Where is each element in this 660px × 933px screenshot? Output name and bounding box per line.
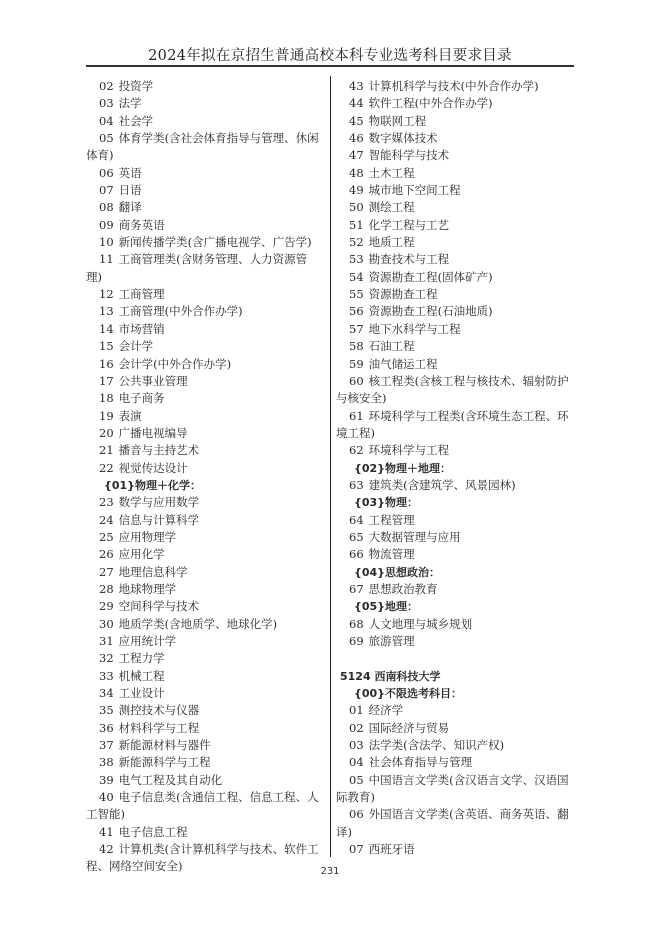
major-name: 地下水科学与工程 bbox=[368, 321, 461, 336]
major-list-item bbox=[86, 113, 322, 130]
major-list-item bbox=[336, 702, 574, 719]
major-code: 18 bbox=[99, 391, 114, 406]
major-list-item bbox=[336, 234, 574, 251]
major-name: 旅游管理 bbox=[368, 634, 415, 648]
major-list-item bbox=[336, 633, 574, 650]
major-list-item bbox=[86, 95, 322, 112]
major-list-item bbox=[336, 754, 574, 771]
major-code: 02 bbox=[349, 720, 364, 735]
major-code: 28 bbox=[99, 581, 114, 596]
major-name: 人文地理与城乡规划 bbox=[368, 616, 473, 631]
major-name: 表演 bbox=[118, 408, 142, 423]
major-list-item bbox=[336, 841, 574, 858]
major-name: 新能源材料与器件 bbox=[118, 738, 211, 753]
major-name: 外国语言文学类(含英语、商务英语、翻译) bbox=[336, 807, 569, 839]
major-code: 06 bbox=[349, 807, 364, 822]
major-code: 69 bbox=[349, 634, 364, 648]
major-list-item bbox=[86, 78, 322, 95]
major-list-item bbox=[336, 147, 574, 164]
major-code: 53 bbox=[349, 252, 364, 267]
major-name: 经济学 bbox=[368, 703, 404, 718]
major-code: 24 bbox=[99, 512, 114, 527]
major-code: 29 bbox=[99, 599, 114, 614]
major-code: 47 bbox=[349, 148, 364, 163]
major-list-item bbox=[336, 442, 574, 459]
major-name: 物联网工程 bbox=[368, 113, 427, 128]
major-name: 会计学 bbox=[118, 339, 154, 354]
major-name: 空间科学与技术 bbox=[118, 599, 200, 614]
major-code: 64 bbox=[349, 512, 364, 527]
major-list-item bbox=[336, 217, 574, 234]
major-list-item bbox=[86, 321, 322, 338]
major-name: 应用化学 bbox=[118, 547, 165, 562]
major-name: 市场营销 bbox=[118, 321, 165, 336]
major-list-item bbox=[336, 321, 574, 338]
major-code: 43 bbox=[349, 79, 364, 93]
major-code: 51 bbox=[349, 217, 364, 232]
major-name: 软件工程(中外合作办学) bbox=[368, 96, 493, 111]
major-code: 34 bbox=[99, 686, 114, 701]
major-code: 09 bbox=[99, 217, 114, 232]
major-name: 新闻传播学类(含广播电视学、广告学) bbox=[118, 235, 312, 250]
major-name: 广播电视编导 bbox=[118, 425, 188, 440]
column-divider bbox=[330, 76, 331, 857]
major-name: 核工程类(含核工程与核技术、辐射防护与核安全) bbox=[336, 373, 569, 406]
major-code: 60 bbox=[349, 373, 364, 388]
major-name: 新能源科学与工程 bbox=[118, 755, 211, 770]
major-list-item bbox=[336, 737, 574, 754]
major-code: 26 bbox=[99, 547, 114, 562]
major-code: 30 bbox=[99, 616, 114, 631]
major-list-item bbox=[86, 633, 322, 650]
major-code: 67 bbox=[349, 581, 364, 596]
major-code: 58 bbox=[349, 339, 364, 354]
major-name: 环境科学与工程 bbox=[368, 443, 450, 458]
major-name: 测绘工程 bbox=[368, 200, 415, 215]
major-name: 工业设计 bbox=[118, 686, 165, 701]
major-code: 22 bbox=[99, 460, 114, 475]
major-name: 工程管理 bbox=[368, 512, 415, 527]
major-name: 计算机科学与技术(中外合作办学) bbox=[368, 79, 539, 93]
major-code: 65 bbox=[349, 529, 364, 544]
major-name: 物流管理 bbox=[368, 547, 415, 562]
major-list-item bbox=[86, 251, 322, 286]
major-list-item bbox=[336, 529, 574, 546]
major-list-item bbox=[86, 442, 322, 459]
major-list-item bbox=[336, 408, 574, 443]
major-name: 测控技术与仪器 bbox=[118, 703, 200, 718]
major-name: 中国语言文学类(含汉语言文学、汉语国际教育) bbox=[336, 772, 569, 805]
major-name: 应用物理学 bbox=[118, 529, 177, 544]
subject-requirement-heading: {00}不限选考科目： bbox=[354, 687, 462, 701]
major-name: 社会体育指导与管理 bbox=[368, 755, 473, 770]
major-list-item bbox=[336, 251, 574, 268]
major-list-item bbox=[86, 616, 322, 633]
major-list-item bbox=[336, 772, 574, 807]
subject-requirement-heading: {04}思想政治： bbox=[354, 565, 440, 579]
major-name: 土木工程 bbox=[368, 165, 415, 180]
major-list-item bbox=[86, 754, 322, 771]
major-list-item bbox=[86, 789, 322, 824]
major-code: 45 bbox=[349, 113, 364, 128]
major-list-item bbox=[86, 408, 322, 425]
major-name: 法学 bbox=[118, 96, 142, 111]
major-list-item bbox=[336, 720, 574, 737]
major-list-item bbox=[86, 130, 322, 165]
major-name: 地质工程 bbox=[368, 235, 415, 250]
major-list-item bbox=[336, 286, 574, 303]
major-list-item bbox=[86, 303, 322, 320]
major-name: 材料科学与工程 bbox=[118, 720, 200, 735]
major-list-item bbox=[86, 373, 322, 390]
major-list-item bbox=[86, 650, 322, 667]
major-list-item bbox=[336, 130, 574, 147]
page-title: 2024年拟在京招生普通高校本科专业选考科目要求目录 bbox=[148, 48, 512, 64]
major-code: 11 bbox=[99, 252, 114, 267]
major-name: 地理信息科学 bbox=[118, 564, 188, 579]
major-code: 03 bbox=[99, 96, 114, 111]
major-list-item bbox=[86, 390, 322, 407]
major-name: 社会学 bbox=[118, 113, 154, 128]
header-rule bbox=[86, 65, 574, 67]
major-name: 化学工程与工艺 bbox=[368, 217, 450, 232]
major-name: 勘查技术与工程 bbox=[368, 252, 450, 267]
subject-requirement-heading: {03}物理： bbox=[354, 496, 418, 510]
major-code: 07 bbox=[99, 183, 114, 198]
major-name: 英语 bbox=[118, 165, 142, 180]
major-list-item bbox=[86, 512, 322, 529]
major-code: 35 bbox=[99, 703, 114, 718]
major-name: 数字媒体技术 bbox=[368, 131, 438, 146]
major-list-item bbox=[86, 668, 322, 685]
major-name: 石油工程 bbox=[368, 339, 415, 354]
major-list-item bbox=[86, 234, 322, 251]
major-code: 14 bbox=[99, 321, 114, 336]
major-name: 会计学(中外合作办学) bbox=[118, 356, 232, 371]
major-name: 资源勘查工程(固体矿产) bbox=[368, 269, 493, 284]
major-list-item bbox=[86, 165, 322, 182]
major-name: 信息与计算科学 bbox=[118, 512, 200, 527]
major-name: 资源勘查工程(石油地质) bbox=[368, 304, 493, 319]
major-list-item bbox=[86, 494, 322, 511]
major-code: 48 bbox=[349, 165, 364, 180]
subject-requirement-heading: {05}地理： bbox=[354, 600, 418, 614]
major-name: 电子商务 bbox=[118, 391, 165, 406]
major-code: 55 bbox=[349, 287, 364, 302]
major-code: 31 bbox=[99, 634, 114, 648]
major-code: 50 bbox=[349, 200, 364, 215]
major-code: 01 bbox=[349, 703, 364, 718]
major-list-item bbox=[86, 772, 322, 789]
major-name: 工商管理类(含财务管理、人力资源管理) bbox=[86, 252, 308, 284]
major-list-item bbox=[336, 477, 574, 494]
subject-requirement-heading: {01}物理＋化学： bbox=[104, 478, 201, 492]
major-code: 27 bbox=[99, 564, 114, 579]
major-code: 12 bbox=[99, 287, 114, 302]
major-code: 21 bbox=[99, 443, 114, 458]
major-list-item bbox=[86, 598, 322, 615]
major-code: 46 bbox=[349, 131, 364, 146]
major-name: 播音与主持艺术 bbox=[118, 443, 200, 458]
major-name: 西班牙语 bbox=[368, 842, 415, 857]
major-list-item bbox=[86, 286, 322, 303]
major-code: 17 bbox=[99, 373, 114, 388]
major-name: 机械工程 bbox=[118, 668, 165, 683]
major-code: 04 bbox=[99, 113, 114, 128]
major-name: 翻译 bbox=[118, 200, 142, 215]
major-name: 资源勘查工程 bbox=[368, 287, 438, 302]
major-list-item bbox=[86, 356, 322, 373]
major-code: 63 bbox=[349, 477, 364, 492]
major-name: 投资学 bbox=[118, 79, 154, 93]
major-code: 25 bbox=[99, 529, 114, 544]
major-code: 15 bbox=[99, 339, 114, 354]
major-code: 42 bbox=[99, 842, 114, 857]
major-name: 商务英语 bbox=[118, 217, 165, 232]
major-name: 计算机类(含计算机科学与技术、软件工程、网络空间安全) bbox=[86, 842, 319, 874]
major-code: 07 bbox=[349, 842, 364, 857]
major-code: 68 bbox=[349, 616, 364, 631]
major-list-item bbox=[86, 737, 322, 754]
major-code: 02 bbox=[99, 79, 114, 93]
major-list-item bbox=[336, 78, 574, 95]
major-name: 工程力学 bbox=[118, 651, 165, 666]
major-code: 49 bbox=[349, 183, 364, 198]
major-code: 05 bbox=[99, 131, 114, 146]
major-code: 37 bbox=[99, 738, 114, 753]
major-name: 思想政治教育 bbox=[368, 581, 438, 596]
school-heading: 5124 西南科技大学 bbox=[340, 669, 441, 683]
major-code: 13 bbox=[99, 304, 114, 319]
major-code: 38 bbox=[99, 755, 114, 770]
major-name: 日语 bbox=[118, 183, 142, 198]
page-number: 231 bbox=[320, 866, 340, 877]
major-list-item bbox=[336, 616, 574, 633]
major-name: 工商管理(中外合作办学) bbox=[118, 304, 243, 319]
major-code: 06 bbox=[99, 165, 114, 180]
major-list-item bbox=[336, 581, 574, 598]
major-code: 44 bbox=[349, 96, 364, 111]
major-code: 36 bbox=[99, 720, 114, 735]
major-code: 39 bbox=[99, 772, 114, 787]
major-list-item bbox=[336, 373, 574, 408]
major-name: 国际经济与贸易 bbox=[368, 720, 450, 735]
major-list-item bbox=[336, 113, 574, 130]
major-list-item bbox=[86, 217, 322, 234]
major-code: 54 bbox=[349, 269, 364, 284]
major-name: 建筑类(含建筑学、风景园林) bbox=[368, 477, 516, 492]
major-name: 环境科学与工程类(含环境生态工程、环境工程) bbox=[336, 408, 569, 440]
major-list-item bbox=[86, 460, 322, 477]
major-list-item bbox=[86, 581, 322, 598]
major-list-item bbox=[86, 685, 322, 702]
major-name: 电子信息工程 bbox=[118, 824, 188, 839]
major-list-item bbox=[336, 338, 574, 355]
major-list-item bbox=[336, 269, 574, 286]
major-list-item bbox=[86, 338, 322, 355]
major-code: 32 bbox=[99, 651, 114, 666]
major-list-item bbox=[86, 720, 322, 737]
major-code: 16 bbox=[99, 356, 114, 371]
major-code: 19 bbox=[99, 408, 114, 423]
major-name: 油气储运工程 bbox=[368, 356, 438, 371]
major-code: 08 bbox=[99, 200, 114, 215]
right-column bbox=[336, 78, 574, 858]
major-name: 视觉传达设计 bbox=[118, 460, 188, 475]
major-name: 公共事业管理 bbox=[118, 373, 188, 388]
major-list-item bbox=[336, 95, 574, 112]
major-list-item bbox=[336, 546, 574, 563]
major-list-item bbox=[336, 182, 574, 199]
major-name: 数学与应用数学 bbox=[118, 495, 200, 510]
major-list-item bbox=[336, 806, 574, 841]
major-name: 法学类(含法学、知识产权) bbox=[368, 738, 505, 753]
major-code: 10 bbox=[99, 235, 114, 250]
major-name: 城市地下空间工程 bbox=[368, 183, 461, 198]
major-code: 56 bbox=[349, 304, 364, 319]
major-code: 20 bbox=[99, 425, 114, 440]
major-list-item bbox=[86, 824, 322, 841]
spacer bbox=[336, 650, 574, 667]
major-list-item bbox=[86, 182, 322, 199]
major-list-item bbox=[86, 199, 322, 216]
major-code: 66 bbox=[349, 547, 364, 562]
major-name: 大数据管理与应用 bbox=[368, 529, 461, 544]
major-list-item bbox=[86, 425, 322, 442]
major-code: 61 bbox=[349, 408, 364, 423]
major-code: 23 bbox=[99, 495, 114, 510]
major-list-item bbox=[86, 546, 322, 563]
major-name: 地球物理学 bbox=[118, 581, 177, 596]
major-list-item bbox=[336, 303, 574, 320]
major-code: 03 bbox=[349, 738, 364, 753]
major-code: 40 bbox=[99, 790, 114, 805]
major-list-item bbox=[336, 199, 574, 216]
major-list-item bbox=[336, 356, 574, 373]
major-code: 41 bbox=[99, 824, 114, 839]
major-code: 52 bbox=[349, 235, 364, 250]
major-name: 电气工程及其自动化 bbox=[118, 772, 223, 787]
major-name: 地质学类(含地质学、地球化学) bbox=[118, 616, 278, 631]
major-list-item bbox=[86, 529, 322, 546]
major-code: 62 bbox=[349, 443, 364, 458]
major-code: 57 bbox=[349, 321, 364, 336]
major-list-item bbox=[336, 512, 574, 529]
major-list-item bbox=[336, 165, 574, 182]
left-column bbox=[86, 78, 322, 876]
major-list-item bbox=[86, 702, 322, 719]
major-name: 工商管理 bbox=[118, 287, 165, 302]
major-name: 应用统计学 bbox=[118, 634, 177, 648]
major-list-item bbox=[86, 564, 322, 581]
major-name: 电子信息类(含通信工程、信息工程、人工智能) bbox=[86, 790, 319, 822]
major-code: 33 bbox=[99, 668, 114, 683]
major-name: 体育学类(含社会体育指导与管理、休闲体育) bbox=[86, 131, 319, 163]
major-code: 05 bbox=[349, 772, 364, 787]
major-name: 智能科学与技术 bbox=[368, 148, 450, 163]
major-code: 59 bbox=[349, 356, 364, 371]
major-code: 04 bbox=[349, 755, 364, 770]
subject-requirement-heading: {02}物理＋地理： bbox=[354, 461, 451, 475]
